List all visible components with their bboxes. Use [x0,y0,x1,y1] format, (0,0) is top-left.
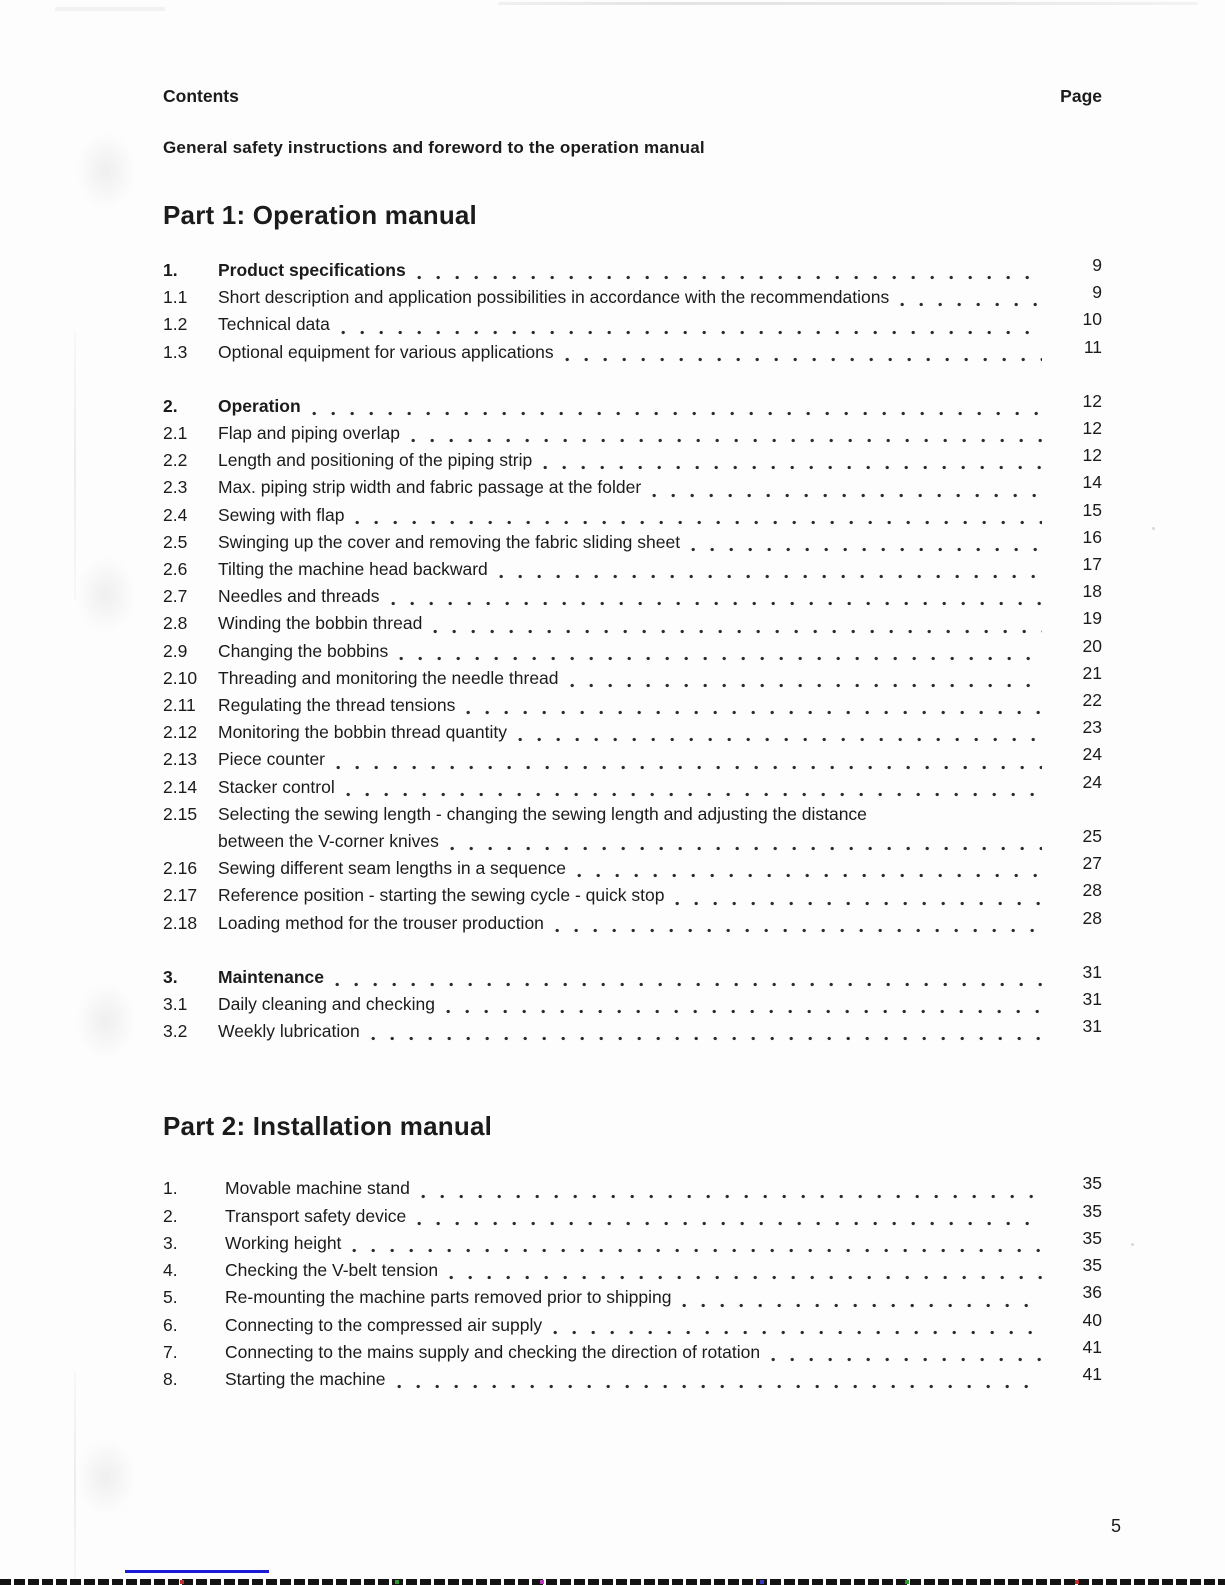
toc-item-main [218,447,1050,474]
scan-artifact-color-speck [540,1580,544,1584]
toc-item-main [218,311,1050,338]
toc-item-title: Sewing with flap [218,504,345,525]
toc-item-title: Monitoring the bobbin thread quantity [218,722,507,743]
toc-row [163,1363,1102,1393]
toc-item-page: 40 [1082,1309,1102,1330]
toc-item-title: Tilting the machine head backward [218,559,488,580]
toc-item-number: 5. [163,1287,178,1308]
toc-item-page: 28 [1082,907,1102,928]
toc-item-title: Short description and application possibilities in accordance with the recommendations [218,287,890,308]
scan-artifact-edge-line [74,1372,76,1585]
toc-item-main [225,1257,1050,1284]
toc-item-page: 11 [1083,336,1102,357]
toc-item-number: 2.2 [163,450,188,471]
page-content [163,0,1102,1393]
dot-leader [417,257,1042,284]
toc-row [163,336,1102,366]
dot-leader [335,964,1042,991]
toc-item-number: 2.7 [163,586,188,607]
dot-leader [450,828,1042,855]
toc-item-main [218,665,1050,692]
toc-item-title: Movable machine stand [225,1178,410,1199]
toc-item-number: 2. [163,395,178,416]
toc-row [163,257,1102,284]
toc-item-number: 2.6 [163,559,188,580]
toc-item-title: Weekly lubrication [218,1021,360,1042]
toc-item-main [225,1339,1050,1366]
toc-row [163,692,1102,719]
toc-item-page: 35 [1082,1227,1102,1248]
scan-artifact-ghost-mark [76,556,136,634]
pen-underline-mark [125,1570,269,1573]
part2-heading: Part 2: Installation manual [163,1111,493,1142]
toc-item-page: 24 [1082,744,1102,765]
toc-item-main [218,393,1050,420]
toc-item-main [218,746,1050,773]
dot-leader [411,420,1042,447]
toc-item-page: 25 [1082,826,1102,847]
toc-item-main [225,1203,1050,1230]
toc-row [163,610,1102,637]
toc-item-page: 15 [1082,499,1102,520]
toc-item-main [218,692,1050,719]
toc-item-title: Connecting to the compressed air supply [225,1314,543,1335]
dot-leader [518,719,1042,746]
dot-leader [499,556,1042,583]
toc-item-title: Reference position - starting the sewing cycle - quick stop [218,885,665,906]
toc-item-page: 35 [1082,1173,1102,1194]
page-column-heading: Page [1060,86,1102,106]
dot-leader [652,474,1042,501]
scan-artifact-top-smudge [55,7,165,11]
toc-item-main [218,284,1050,311]
scan-artifact-color-speck [905,1580,909,1584]
dot-leader [341,311,1042,338]
scan-artifact-ghost-mark [76,982,136,1060]
toc-item-page: 21 [1082,662,1102,683]
toc-item-main [218,964,1050,991]
toc-row [163,1336,1102,1366]
toc-item-main [218,855,1050,882]
toc-row [163,1284,1102,1311]
toc-item-main [218,991,1050,1018]
toc-item-title: Threading and monitoring the needle thread [218,667,559,688]
toc-item-number: 4. [163,1260,178,1281]
scan-artifact-color-speck [760,1580,764,1584]
toc-item-main [225,1175,1050,1202]
toc-item-page: 12 [1082,445,1102,466]
toc-item-page: 20 [1082,635,1102,656]
toc-item-main [218,882,1050,909]
toc-row [163,499,1102,529]
dot-leader [371,1018,1042,1045]
toc-item-title: Optional equipment for various applications [218,341,554,362]
toc-item-title: Sewing different seam lengths in a sequence [218,858,566,879]
toc-item-main [218,1018,1050,1045]
toc-item-page: 35 [1082,1200,1102,1221]
toc-row [163,746,1102,773]
toc-item-number: 1.3 [163,341,188,362]
toc-row [163,855,1102,882]
toc-item-main [225,1312,1050,1339]
toc-row [163,801,1102,855]
toc-item-title: Length and positioning of the piping strip [218,450,533,471]
toc-item-title: Piece counter [218,749,326,770]
dot-leader [391,583,1043,610]
toc-row [163,284,1102,311]
toc-item-title: Maintenance [218,966,324,987]
dot-leader [449,1257,1042,1284]
toc-row [163,1257,1102,1284]
toc-item-page: 17 [1082,554,1102,575]
toc-item-main [218,556,1050,583]
scan-artifact-speck [1152,527,1155,530]
toc-item-title: Selecting the sewing length - changing the sewing length and adjusting the distance [218,803,867,824]
dot-leader [355,502,1042,529]
toc-item-number: 7. [163,1341,178,1362]
dot-leader [446,991,1042,1018]
toc-item-main [218,529,1050,556]
scan-artifact-color-speck [180,1580,184,1584]
toc-item-title: Operation [218,395,301,416]
toc-item-page: 16 [1082,526,1102,547]
toc-item-title: between the V-corner knives [218,831,439,852]
toc-item-main [218,583,1050,610]
dot-leader [771,1339,1042,1366]
toc-item-number: 2.9 [163,640,188,661]
contents-heading: Contents [163,86,239,106]
scan-artifact-color-speck [1075,1580,1079,1584]
toc-item-title: Needles and threads [218,586,380,607]
toc-item-number: 2.18 [163,912,198,933]
toc-item-page: 41 [1082,1363,1102,1384]
scan-artifact-ghost-mark [76,132,136,210]
toc-item-number: 3.2 [163,1021,188,1042]
toc-item-main [218,502,1050,529]
toc-row [163,447,1102,474]
toc-item-title: Working height [225,1232,342,1253]
toc-item-main [218,339,1050,366]
toc-item-page: 12 [1082,390,1102,411]
toc-item-number: 2.5 [163,531,188,552]
toc-item-main [218,420,1050,447]
toc-item-number: 2.17 [163,885,198,906]
toc-row [163,390,1102,420]
toc-item-page: 12 [1082,418,1102,439]
toc-item-number: 2.15 [163,803,198,824]
toc-item-number: 2.10 [163,667,198,688]
toc-item-number: 2.8 [163,613,188,634]
toc-item-page: 27 [1082,853,1102,874]
toc-item-page: 28 [1082,880,1102,901]
toc-item-number: 1.1 [163,287,188,308]
scan-artifact-edge-line [74,330,76,600]
toc-item-page: 31 [1082,989,1102,1010]
toc-item-main [218,610,1050,637]
toc-item-number: 2.13 [163,749,198,770]
dot-leader [346,774,1042,801]
toc-item-title: Re-mounting the machine parts removed prior to shipping [225,1287,672,1308]
toc-item-number: 1. [163,260,178,280]
toc-item-number: 2.4 [163,504,188,525]
toc-item-number: 2.12 [163,722,198,743]
toc-row [163,1227,1102,1257]
dot-leader [570,665,1042,692]
toc-item-number: 6. [163,1314,178,1335]
dot-leader [336,746,1042,773]
toc-item-number: 2.14 [163,776,198,797]
dot-leader [312,393,1042,420]
toc-row [163,719,1102,746]
toc-item-title: Checking the V-belt tension [225,1260,439,1281]
dot-leader [433,610,1042,637]
toc-item-title: Loading method for the trouser production [218,912,544,933]
toc-item-page: 41 [1082,1336,1102,1357]
toc-item-main [218,638,1050,665]
toc-item-title: Flap and piping overlap [218,423,400,444]
toc-item-page: 9 [1092,255,1102,275]
toc-item-page: 14 [1082,472,1102,493]
toc-row [163,1018,1102,1045]
dot-leader [421,1175,1042,1202]
toc-row [163,907,1102,937]
toc-row [163,420,1102,447]
toc-item-number: 1.2 [163,314,188,335]
dot-leader [553,1312,1042,1339]
part1-heading: Part 1: Operation manual [163,200,477,230]
toc-item-page: 36 [1082,1282,1102,1303]
toc-row [163,635,1102,665]
toc-row [163,961,1102,991]
foreword-line: General safety instructions and foreword to the operation manual [163,138,705,157]
toc-row [163,991,1102,1018]
toc-item-main [225,1230,1050,1257]
toc-item-number: 2.3 [163,477,188,498]
toc-item-title: Max. piping strip width and fabric passage at the folder [218,477,642,498]
toc-item-main [225,1284,1050,1311]
dot-leader [466,692,1042,719]
toc-row [163,1309,1102,1339]
toc-item-main [218,719,1050,746]
toc-item-title: Product specifications [218,260,406,280]
toc-item-page: 18 [1082,581,1102,602]
dot-leader [543,447,1042,474]
toc-row [163,583,1102,610]
toc-item-main [225,1366,1050,1393]
toc-item-title: Changing the bobbins [218,640,389,661]
toc-item-main [218,801,1050,855]
page-header [163,0,1102,107]
scan-artifact-speck [1131,1243,1134,1246]
dot-leader [352,1230,1042,1257]
toc-item-page: 23 [1082,717,1102,738]
toc-item-main [218,910,1050,937]
toc-item-title: Stacker control [218,776,335,797]
toc-item-title: Technical data [218,314,330,335]
toc-item-main [218,474,1050,501]
toc-item-main [218,774,1050,801]
toc-item-page: 19 [1082,608,1102,629]
toc-item-title: Connecting to the mains supply and checking the direction of rotation [225,1341,761,1362]
dot-leader [577,855,1042,882]
part1-toc-list [163,257,1102,1045]
toc-item-number: 2.16 [163,858,198,879]
dot-leader [397,1366,1042,1393]
toc-row [163,556,1102,583]
toc-item-number: 3. [163,1232,178,1253]
toc-item-page: 9 [1092,282,1102,303]
toc-item-page: 31 [1082,961,1102,982]
dot-leader [900,284,1042,311]
toc-row [163,526,1102,556]
toc-item-title: Winding the bobbin thread [218,613,423,634]
dot-leader [417,1203,1042,1230]
scan-artifact-color-speck [395,1580,399,1584]
dot-leader [675,882,1042,909]
toc-item-title: Starting the machine [225,1368,386,1389]
dot-leader [565,339,1042,366]
footer-page-number: 5 [1110,1516,1121,1536]
toc-item-number: 3. [163,966,178,987]
toc-item-page: 10 [1082,309,1102,330]
toc-item-title: Daily cleaning and checking [218,994,435,1015]
toc-row [163,771,1102,801]
toc-item-number: 8. [163,1368,178,1389]
toc-row [163,474,1102,501]
part2-toc-list [163,1175,1102,1393]
toc-row [163,311,1102,338]
toc-item-number: 2. [163,1205,178,1226]
toc-row [163,882,1102,909]
toc-row [163,1175,1102,1202]
dot-leader [399,638,1042,665]
scan-artifact-ghost-mark [76,1438,136,1516]
toc-item-number: 2.1 [163,423,188,444]
dot-leader [691,529,1042,556]
toc-item-title: Swinging up the cover and removing the fabric sliding sheet [218,531,681,552]
toc-row [163,1200,1102,1230]
toc-item-page: 35 [1082,1255,1102,1276]
toc-item-number: 2.11 [163,695,196,716]
toc-item-number: 1. [163,1178,178,1199]
toc-item-number: 3.1 [163,994,188,1015]
toc-item-page: 24 [1082,771,1102,792]
dot-leader [682,1284,1042,1311]
dot-leader [555,910,1042,937]
toc-item-page: 22 [1082,690,1102,711]
toc-item-page: 31 [1082,1016,1102,1037]
toc-item-title: Regulating the thread tensions [218,695,456,716]
toc-item-main [218,257,1050,284]
toc-item-title: Transport safety device [225,1205,407,1226]
toc-row [163,662,1102,692]
